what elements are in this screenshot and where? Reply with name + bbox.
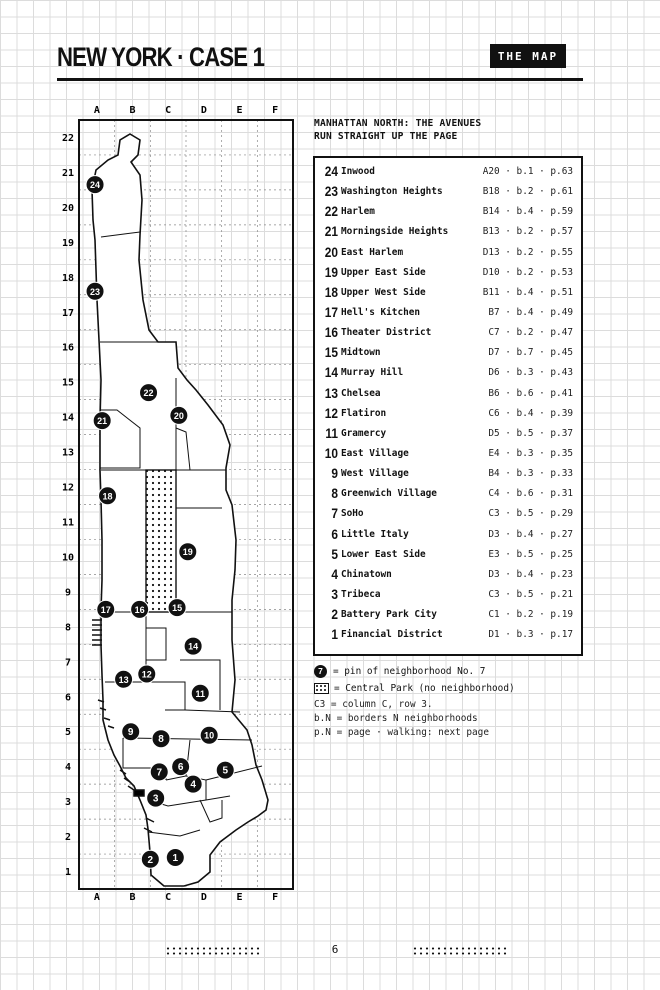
neighborhood-reference: D7 · b.7 · p.45 xyxy=(488,347,573,359)
row-label: 16 xyxy=(61,342,75,354)
neighborhood-row[interactable] xyxy=(315,244,581,264)
neighborhood-reference: B14 · b.4 · p.59 xyxy=(482,206,573,218)
neighborhood-name: Battery Park City xyxy=(341,609,437,621)
neighborhood-pin[interactable] xyxy=(166,849,184,867)
note-grid: C3 = column C, row 3. xyxy=(314,699,433,710)
neighborhood-pin[interactable] xyxy=(168,599,186,617)
neighborhood-reference: B7 · b.4 · p.49 xyxy=(488,306,573,318)
footer-dots-right xyxy=(412,946,508,956)
row-label: 3 xyxy=(64,797,72,809)
neighborhood-reference: C3 · b.5 · p.21 xyxy=(488,588,573,600)
row-label: 7 xyxy=(64,657,72,669)
heading-line-1: MANHATTAN NORTH: THE AVENUES xyxy=(314,118,482,129)
neighborhood-row[interactable] xyxy=(315,324,581,344)
neighborhood-row[interactable] xyxy=(315,586,581,606)
column-label: C xyxy=(165,105,172,116)
row-label: 18 xyxy=(61,272,75,284)
footer-dots-left xyxy=(165,946,261,956)
pin-number: 17 xyxy=(100,604,111,615)
map-legend xyxy=(314,663,515,697)
neighborhood-reference: A20 · b.1 · p.63 xyxy=(482,166,573,177)
pin-number: 22 xyxy=(143,388,154,399)
neighborhood-name: Midtown xyxy=(341,347,381,359)
section-tag: THE MAP xyxy=(490,44,566,68)
neighborhood-pin[interactable] xyxy=(138,665,156,683)
pin-number: 21 xyxy=(97,416,108,427)
neighborhood-row[interactable] xyxy=(315,445,581,465)
neighborhood-reference: B18 · b.2 · p.61 xyxy=(482,186,573,198)
note-borders: b.N = borders N neighborhoods xyxy=(314,713,478,724)
park-swatch-icon xyxy=(314,683,329,694)
pin-number: 7 xyxy=(156,767,163,779)
pin-number: 2 xyxy=(147,854,154,866)
neighborhood-row[interactable] xyxy=(315,606,581,626)
map-heading xyxy=(314,117,481,143)
neighborhood-pin[interactable] xyxy=(172,758,190,776)
neighborhood-reference: B11 · b.4 · p.51 xyxy=(482,286,573,298)
neighborhood-name: Murray Hill xyxy=(341,367,404,379)
neighborhood-pin[interactable] xyxy=(99,487,117,505)
neighborhood-name: East Harlem xyxy=(341,246,404,258)
neighborhood-pin[interactable] xyxy=(184,775,202,793)
neighborhood-name: Little Italy xyxy=(341,528,409,540)
column-label: B xyxy=(129,105,136,116)
column-label: F xyxy=(272,892,279,903)
row-label: 22 xyxy=(61,132,75,144)
pin-number: 20 xyxy=(173,410,184,421)
neighborhood-number: 3 xyxy=(331,585,338,602)
row-label: 11 xyxy=(61,517,75,529)
neighborhood-number: 19 xyxy=(324,263,338,280)
neighborhood-number: 9 xyxy=(331,465,338,482)
neighborhood-row[interactable] xyxy=(315,405,581,425)
neighborhood-number: 10 xyxy=(324,444,338,461)
neighborhood-name: Harlem xyxy=(341,206,375,218)
column-label: F xyxy=(272,105,279,116)
column-label: C xyxy=(165,892,172,903)
neighborhood-number: 11 xyxy=(325,424,338,441)
row-label: 17 xyxy=(61,307,75,319)
neighborhood-number: 13 xyxy=(324,384,338,401)
pin-number: 5 xyxy=(222,765,229,777)
neighborhood-name: Financial District xyxy=(341,629,443,641)
neighborhood-number: 8 xyxy=(331,485,338,502)
pin-number: 13 xyxy=(118,674,129,685)
neighborhood-reference: C4 · b.6 · p.31 xyxy=(488,488,573,500)
row-label: 21 xyxy=(61,167,75,179)
pin-number: 15 xyxy=(172,603,183,614)
legend-pin-text: = pin of neighborhood No. 7 xyxy=(333,666,486,677)
pin-number: 14 xyxy=(188,641,199,652)
neighborhood-name: Gramercy xyxy=(341,427,387,439)
neighborhood-number: 2 xyxy=(331,606,338,623)
neighborhood-number: 14 xyxy=(324,364,338,381)
neighborhood-row[interactable] xyxy=(315,264,581,284)
neighborhood-pin[interactable] xyxy=(184,637,202,655)
row-label: 9 xyxy=(64,587,72,599)
neighborhood-name: Flatiron xyxy=(341,407,387,419)
neighborhood-number: 16 xyxy=(324,324,338,341)
heading-line-2: RUN STRAIGHT UP THE PAGE xyxy=(314,131,458,142)
neighborhood-row[interactable] xyxy=(315,163,581,183)
neighborhood-number: 5 xyxy=(331,545,338,562)
neighborhood-pin[interactable] xyxy=(122,723,140,741)
column-label: B xyxy=(129,892,136,903)
neighborhood-reference: C3 · b.5 · p.29 xyxy=(488,508,573,520)
neighborhood-number: 4 xyxy=(331,565,338,582)
row-label: 19 xyxy=(61,237,75,249)
neighborhood-reference: E3 · b.5 · p.25 xyxy=(488,548,573,560)
neighborhood-reference: B6 · b.6 · p.41 xyxy=(488,387,573,399)
neighborhood-row[interactable] xyxy=(315,344,581,364)
neighborhood-pin[interactable] xyxy=(93,412,111,430)
neighborhood-index xyxy=(313,156,583,656)
column-label: A xyxy=(93,105,100,116)
neighborhood-pin[interactable] xyxy=(141,850,159,868)
neighborhood-name: Inwood xyxy=(341,166,375,177)
neighborhood-row[interactable] xyxy=(315,465,581,485)
pin-number: 8 xyxy=(158,734,164,746)
note-page: p.N = page · walking: next page xyxy=(314,727,489,738)
neighborhood-row[interactable] xyxy=(315,284,581,304)
pin-number: 3 xyxy=(152,793,159,805)
neighborhood-reference: B4 · b.3 · p.33 xyxy=(488,468,573,480)
column-label: D xyxy=(200,892,207,903)
neighborhood-row[interactable] xyxy=(315,526,581,546)
row-label: 14 xyxy=(61,412,75,424)
pin-number: 18 xyxy=(102,491,113,502)
neighborhood-name: Hell's Kitchen xyxy=(341,306,421,318)
neighborhood-pin[interactable] xyxy=(191,684,209,702)
page-number: 6 xyxy=(331,943,339,956)
neighborhood-row[interactable] xyxy=(315,485,581,505)
neighborhood-number: 7 xyxy=(331,505,338,522)
neighborhood-number: 24 xyxy=(324,163,338,179)
neighborhood-row[interactable] xyxy=(315,223,581,243)
neighborhood-row[interactable] xyxy=(315,304,581,324)
neighborhood-number: 22 xyxy=(324,203,338,220)
neighborhood-row[interactable] xyxy=(315,203,581,223)
neighborhood-reference: B13 · b.2 · p.57 xyxy=(482,226,573,238)
neighborhood-name: East Village xyxy=(341,447,409,459)
row-label: 1 xyxy=(64,867,72,879)
neighborhood-pin[interactable] xyxy=(97,600,115,618)
neighborhood-reference: D3 · b.4 · p.27 xyxy=(488,528,573,540)
pin-number: 10 xyxy=(204,730,215,741)
neighborhood-name: West Village xyxy=(341,468,409,480)
neighborhood-name: Upper West Side xyxy=(341,286,426,298)
neighborhood-reference: C7 · b.2 · p.47 xyxy=(488,327,573,339)
neighborhood-pin[interactable] xyxy=(147,789,165,807)
row-label: 15 xyxy=(61,377,75,389)
neighborhood-reference: D5 · b.5 · p.37 xyxy=(488,427,573,439)
row-label: 2 xyxy=(64,832,72,844)
neighborhood-name: Greenwich Village xyxy=(341,488,437,500)
neighborhood-row[interactable] xyxy=(315,566,581,586)
column-label: A xyxy=(93,892,100,903)
central-park xyxy=(146,470,176,612)
neighborhood-pin[interactable] xyxy=(170,406,188,424)
neighborhood-pin[interactable] xyxy=(216,761,234,779)
legend-pin xyxy=(314,663,515,680)
neighborhood-number: 12 xyxy=(324,404,338,421)
column-label: E xyxy=(236,105,243,116)
neighborhood-number: 1 xyxy=(331,626,338,643)
neighborhood-reference: D1 · b.3 · p.17 xyxy=(488,629,573,641)
neighborhood-reference: C1 · b.2 · p.19 xyxy=(488,609,573,621)
neighborhood-number: 17 xyxy=(324,303,338,320)
neighborhood-name: Chinatown xyxy=(341,568,392,580)
pin-number: 6 xyxy=(177,762,184,774)
neighborhood-pin[interactable] xyxy=(86,282,104,300)
page-title: NEW YORK · CASE 1 xyxy=(57,42,265,72)
neighborhood-row[interactable] xyxy=(315,385,581,405)
neighborhood-pin[interactable] xyxy=(140,384,158,402)
pin-number: 4 xyxy=(190,779,196,791)
neighborhood-name: Morningside Heights xyxy=(341,226,449,238)
neighborhood-row[interactable] xyxy=(315,626,581,646)
neighborhood-row[interactable] xyxy=(315,364,581,384)
neighborhood-row[interactable] xyxy=(315,183,581,203)
row-label: 13 xyxy=(61,447,75,459)
neighborhood-name: Lower East Side xyxy=(341,548,426,560)
neighborhood-name: Tribeca xyxy=(341,588,381,600)
neighborhood-number: 18 xyxy=(324,283,338,300)
neighborhood-pin[interactable] xyxy=(115,670,133,688)
neighborhood-row[interactable] xyxy=(315,425,581,445)
neighborhood-reference: D13 · b.2 · p.55 xyxy=(482,246,573,258)
neighborhood-name: SoHo xyxy=(341,508,364,520)
neighborhood-reference: D10 · b.2 · p.53 xyxy=(482,266,573,278)
pin-number: 24 xyxy=(90,180,101,191)
neighborhood-row[interactable] xyxy=(315,505,581,525)
neighborhood-name: Theater District xyxy=(341,327,432,339)
row-label: 4 xyxy=(64,762,72,774)
legend-park xyxy=(314,680,515,697)
neighborhood-row[interactable] xyxy=(315,546,581,566)
row-label: 6 xyxy=(64,692,72,704)
neighborhood-pin[interactable] xyxy=(150,763,168,781)
neighborhood-name: Washington Heights xyxy=(341,186,443,198)
neighborhood-name: Chelsea xyxy=(341,387,381,399)
pin-number: 23 xyxy=(90,286,101,297)
row-labels xyxy=(62,133,74,878)
neighborhood-number: 15 xyxy=(324,344,338,361)
pin-number: 1 xyxy=(172,853,179,865)
pin-number: 9 xyxy=(127,727,134,739)
row-label: 20 xyxy=(61,202,75,214)
neighborhood-name: Upper East Side xyxy=(341,266,426,278)
neighborhood-pin[interactable] xyxy=(152,730,170,748)
row-label: 10 xyxy=(61,552,75,564)
pin-icon: 7 xyxy=(314,665,327,678)
neighborhood-pin[interactable] xyxy=(179,543,197,561)
pin-number: 12 xyxy=(141,669,152,680)
row-label: 12 xyxy=(61,482,75,494)
column-label: D xyxy=(200,105,207,116)
neighborhood-number: 6 xyxy=(331,525,338,542)
neighborhood-pin[interactable] xyxy=(131,600,149,618)
neighborhood-number: 21 xyxy=(324,223,338,240)
neighborhood-number: 20 xyxy=(324,243,338,260)
pin-number: 19 xyxy=(182,547,193,558)
neighborhood-reference: C6 · b.4 · p.39 xyxy=(488,407,573,419)
neighborhood-reference: D6 · b.3 · p.43 xyxy=(488,367,573,379)
neighborhood-pin[interactable] xyxy=(86,176,104,194)
pin-number: 16 xyxy=(134,604,145,615)
neighborhood-reference: D3 · b.4 · p.23 xyxy=(488,568,573,580)
pin-number: 11 xyxy=(195,688,206,699)
row-label: 5 xyxy=(64,727,72,739)
neighborhood-pin[interactable] xyxy=(200,726,218,744)
neighborhood-reference: E4 · b.3 · p.35 xyxy=(488,447,573,459)
map-notes xyxy=(314,698,489,740)
column-label: E xyxy=(236,892,243,903)
legend-park-text: = Central Park (no neighborhood) xyxy=(334,683,515,694)
neighborhood-number: 23 xyxy=(324,183,338,200)
row-label: 8 xyxy=(64,622,72,634)
